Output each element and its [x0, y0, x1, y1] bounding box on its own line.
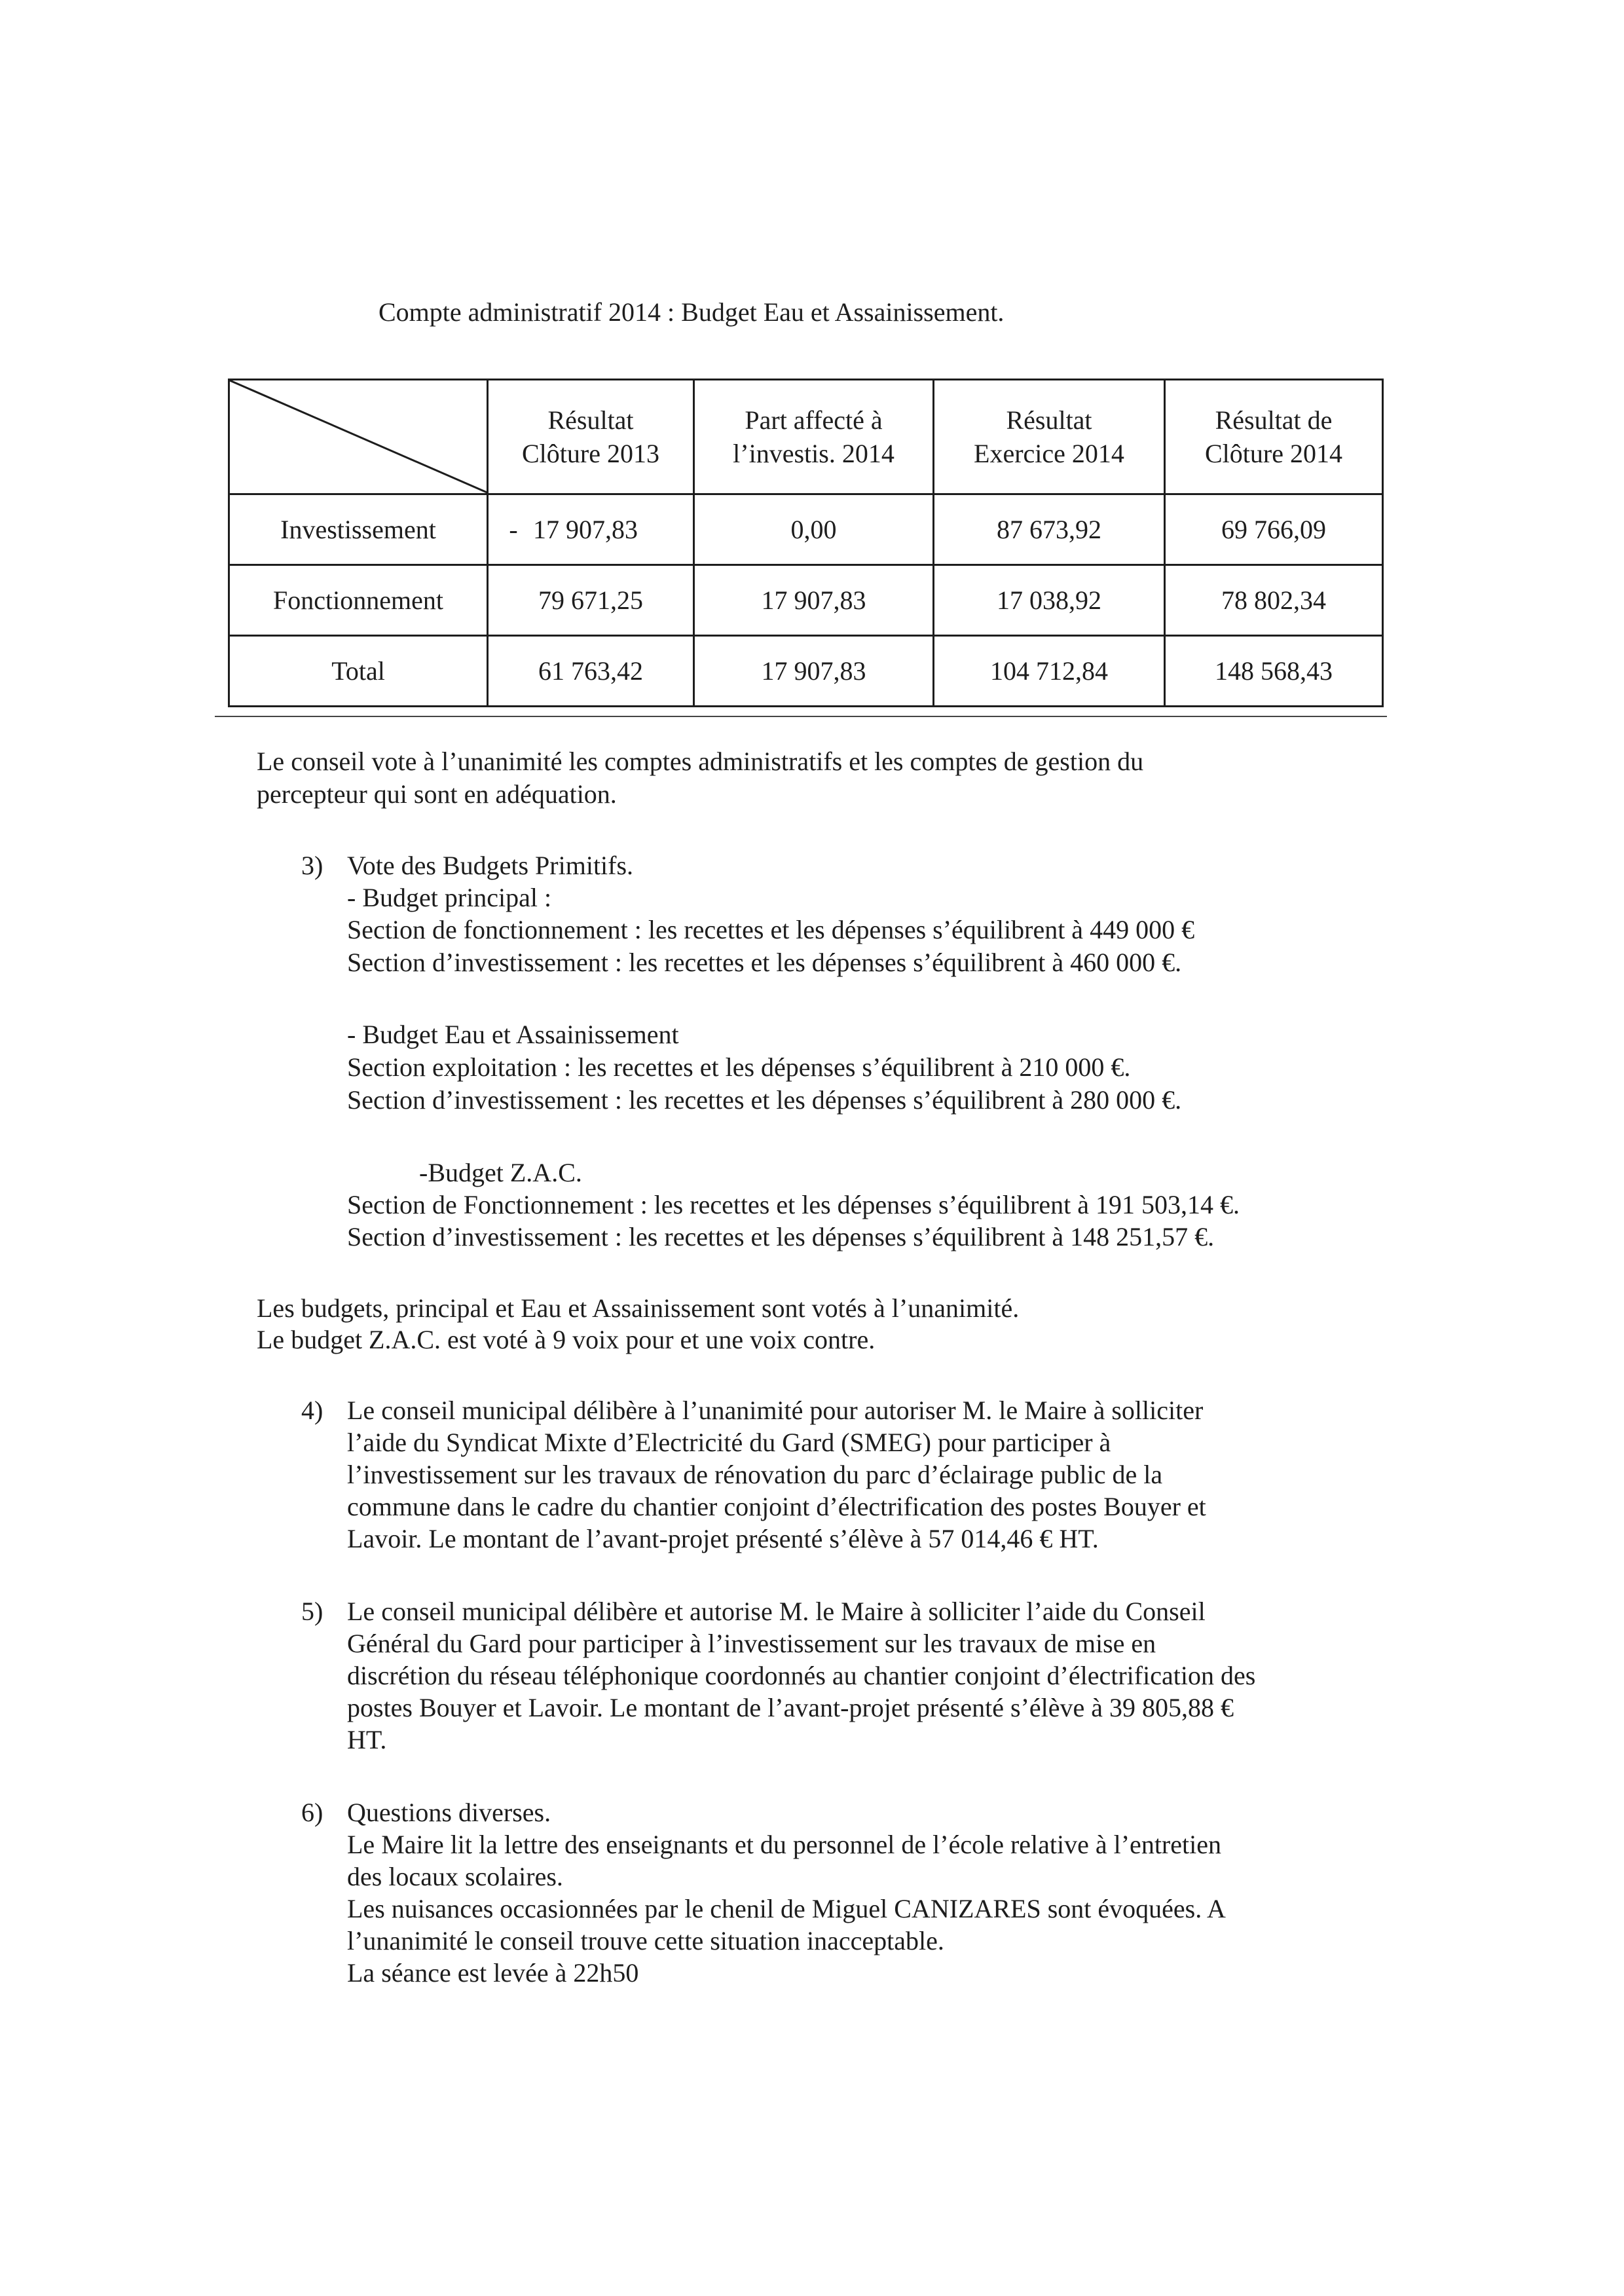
header-line: Clôture 2013	[522, 439, 659, 468]
header-line: Exercice 2014	[974, 439, 1124, 468]
votes-line: Les budgets, principal et Eau et Assainissement sont votés à l’unanimité.	[257, 1293, 1020, 1323]
header-line: Part affecté à	[745, 405, 883, 435]
section-3-heading: Vote des Budgets Primitifs.	[347, 851, 634, 880]
section-5-number: 5)	[301, 1597, 323, 1626]
header-line: l’investis. 2014	[733, 439, 895, 468]
document-title: Compte administratif 2014 : Budget Eau et Assainissement.	[378, 297, 1005, 327]
section-5-line: Le conseil municipal délibère et autorise M. le Maire à solliciter l’aide du Conseil	[347, 1597, 1206, 1626]
budget-line: Section d’investissement : les recettes et les dépenses s’équilibrent à 280 000 €.	[347, 1085, 1182, 1115]
negative-sign: -	[509, 514, 518, 544]
section-4-line: l’investissement sur les travaux de rénovation du parc d’éclairage public de la	[347, 1460, 1163, 1489]
row-label: Total	[229, 636, 488, 707]
section-6-number: 6)	[301, 1798, 323, 1827]
section-3-number: 3)	[301, 851, 323, 880]
budget-principal-title: - Budget principal :	[347, 883, 552, 912]
section-4-line: Le conseil municipal délibère à l’unanimité pour autoriser M. le Maire à solliciter	[347, 1396, 1204, 1425]
row-label: Investissement	[229, 494, 488, 565]
section-6-line: La séance est levée à 22h50	[347, 1958, 639, 1988]
cell-value: 17 907,83	[533, 514, 638, 544]
section-6-line: Le Maire lit la lettre des enseignants et du personnel de l’école relative à l’entretien	[347, 1830, 1221, 1859]
section-4-line: Lavoir. Le montant de l’avant-projet présenté s’élève à 57 014,46 € HT.	[347, 1524, 1099, 1553]
section-6-line: des locaux scolaires.	[347, 1862, 563, 1891]
budget-eau-title: - Budget Eau et Assainissement	[347, 1020, 679, 1049]
table-header-row	[229, 380, 1383, 494]
section-4-line: l’aide du Syndicat Mixte d’Electricité du Gard (SMEG) pour participer à	[347, 1428, 1111, 1457]
table-cell: 87 673,92	[934, 494, 1165, 565]
section-5-line: postes Bouyer et Lavoir. Le montant de l’avant-projet présenté s’élève à 39 805,88 €	[347, 1693, 1234, 1722]
budget-line: Section d’investissement : les recettes et les dépenses s’équilibrent à 460 000 €.	[347, 948, 1182, 977]
table-corner-cell	[229, 380, 488, 494]
section-4-number: 4)	[301, 1396, 323, 1425]
header-line: Résultat	[1006, 405, 1092, 435]
header-line: Résultat de	[1215, 405, 1333, 435]
table-cell: 104 712,84	[934, 636, 1165, 707]
table-row	[229, 494, 1383, 565]
budget-zac-title: -Budget Z.A.C.	[419, 1158, 582, 1187]
vote-intro-line: percepteur qui sont en adéquation.	[257, 779, 617, 809]
section-6-line: l’unanimité le conseil trouve cette situation inacceptable.	[347, 1926, 944, 1955]
section-4-line: commune dans le cadre du chantier conjoint d’électrification des postes Bouyer et	[347, 1492, 1206, 1521]
table-row	[229, 636, 1383, 707]
budget-line: Section d’investissement : les recettes et les dépenses s’équilibrent à 148 251,57 €.	[347, 1222, 1215, 1251]
table-cell: 148 568,43	[1165, 636, 1383, 707]
table-row	[229, 565, 1383, 636]
budget-line: Section de fonctionnement : les recettes et les dépenses s’équilibrent à 449 000 €	[347, 915, 1195, 944]
header-line: Clôture 2014	[1205, 439, 1342, 468]
header-line: Résultat	[547, 405, 634, 435]
table-cell: 0,00	[694, 494, 934, 565]
budget-line: Section de Fonctionnement : les recettes et les dépenses s’équilibrent à 191 503,14 €.	[347, 1190, 1240, 1219]
table-cell: 78 802,34	[1165, 565, 1383, 636]
table-cell: 61 763,42	[488, 636, 694, 707]
budget-line: Section exploitation : les recettes et les dépenses s’équilibrent à 210 000 €.	[347, 1052, 1131, 1082]
table-cell: 17 907,83	[694, 565, 934, 636]
section-5-line: HT.	[347, 1725, 387, 1754]
section-6-heading: Questions diverses.	[347, 1798, 551, 1827]
table-cell: 79 671,25	[488, 565, 694, 636]
table-cell: 17 038,92	[934, 565, 1165, 636]
header-cell	[1165, 380, 1383, 494]
vote-intro-line: Le conseil vote à l’unanimité les comptes administratifs et les comptes de gestion du	[257, 747, 1144, 776]
votes-line: Le budget Z.A.C. est voté à 9 voix pour et une voix contre.	[257, 1325, 876, 1354]
corner-diagonal-line	[230, 380, 489, 493]
header-cell	[488, 380, 694, 494]
section-6-line: Les nuisances occasionnées par le chenil de Miguel CANIZARES sont évoquées. A	[347, 1894, 1226, 1923]
header-cell	[934, 380, 1165, 494]
table-underline-divider	[215, 716, 1387, 717]
budget-table	[228, 379, 1384, 707]
section-5-line: discrétion du réseau téléphonique coordonnés au chantier conjoint d’électrification des	[347, 1661, 1256, 1690]
table-cell: 69 766,09	[1165, 494, 1383, 565]
row-label: Fonctionnement	[229, 565, 488, 636]
header-cell	[694, 380, 934, 494]
table-cell: 17 907,83	[694, 636, 934, 707]
table-cell	[488, 494, 694, 565]
section-5-line: Général du Gard pour participer à l’investissement sur les travaux de mise en	[347, 1629, 1156, 1658]
